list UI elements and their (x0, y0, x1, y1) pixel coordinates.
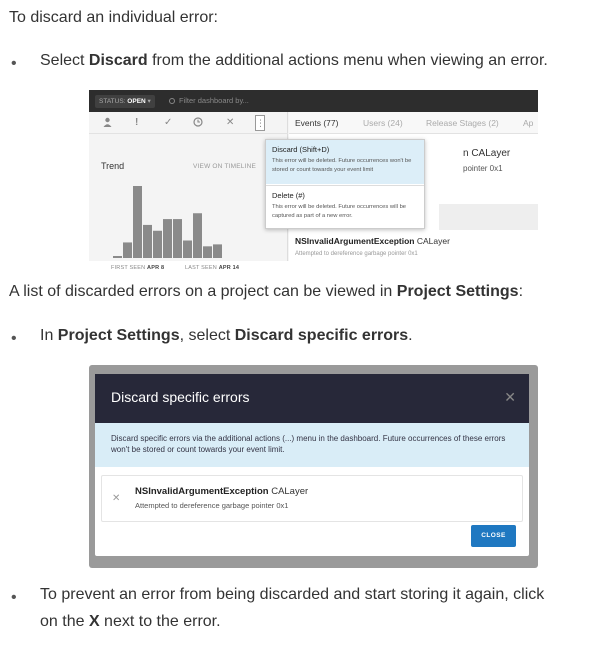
bullet-dot: • (11, 589, 17, 606)
first-seen: FIRST SEEN APR 8 (111, 265, 165, 271)
trend-bar (163, 219, 172, 258)
remove-discard-icon[interactable]: ✕ (112, 493, 121, 504)
info-text: Discard specific errors via the additional actions (...) menu in the dashboard. Future occurrences of these errors won't be stored or count towards your event limit. (111, 434, 506, 454)
divider-bar (439, 204, 538, 230)
bullet-dot: • (11, 55, 17, 72)
trend-chart (101, 174, 288, 258)
modal-title: Discard specific errors (111, 389, 250, 405)
clock-icon[interactable] (193, 117, 203, 131)
discarded-error-context: CALayer (268, 486, 309, 497)
error-toolbar (89, 112, 288, 134)
x-term: X (88, 613, 100, 630)
status-label: STATUS: (99, 98, 128, 105)
more-vertical-icon[interactable]: ⋮ (255, 115, 265, 131)
discard-term: Discard (88, 52, 148, 69)
trend-bar (123, 242, 132, 258)
trend-bar (203, 246, 212, 258)
discarded-error-row (101, 475, 523, 522)
trend-label: Trend (101, 161, 125, 171)
error-desc-partial: pointer 0x1 (463, 164, 503, 173)
error-name: NSInvalidArgumentException (295, 236, 415, 246)
discard-description: This error will be deleted. Future occurrences won't be stored or count towards your event limit (272, 158, 412, 173)
tab-users[interactable]: Users (24) (363, 118, 403, 128)
check-icon[interactable]: ✓ (164, 117, 173, 128)
bullet-select-discard-specific: In Project Settings, select Discard specific errors. (40, 327, 413, 344)
discard-specific-errors-modal (95, 374, 529, 556)
error-list-desc: Attempted to dereference garbage pointer 0x1 (295, 251, 418, 257)
error-list-item[interactable] (295, 236, 450, 246)
dashboard-screenshot (89, 90, 538, 271)
trend-bar (173, 219, 182, 258)
project-settings-text: A list of discarded errors on a project can be viewed in Project Settings: (9, 283, 524, 300)
info-banner (95, 423, 529, 467)
dashboard-topbar (89, 90, 538, 112)
bullet-prevent-discard-line2: on the X next to the error. (40, 613, 221, 630)
detail-tabs (289, 112, 538, 134)
search-icon (169, 98, 175, 104)
error-sidebar (89, 112, 288, 271)
trend-bar (153, 231, 162, 258)
bullet-dot: • (11, 330, 17, 347)
discarded-error-name: NSInvalidArgumentException (135, 486, 269, 497)
close-icon[interactable]: ✕ (226, 117, 235, 128)
discarded-error-desc: Attempted to dereference garbage pointer 0x1 (135, 501, 289, 510)
project-settings-term: Project Settings (57, 327, 180, 344)
trend-bar (143, 225, 152, 258)
close-button[interactable]: CLOSE (471, 525, 516, 547)
tab-events[interactable]: Events (77) (295, 118, 339, 128)
discard-modal-screenshot (89, 365, 538, 568)
discard-specific-errors-term: Discard specific errors (234, 327, 409, 344)
modal-header (95, 374, 529, 423)
tab-app[interactable]: Ap (523, 118, 534, 128)
bullet-select-discard: Select Discard from the additional actions menu when viewing an error. (40, 52, 548, 69)
project-settings-term: Project Settings (396, 283, 519, 300)
person-icon[interactable] (103, 117, 112, 131)
trend-bar (213, 244, 222, 258)
bullet-prevent-discard-line1: To prevent an error from being discarded and start storing it again, click (40, 586, 545, 603)
exclamation-icon[interactable]: ! (135, 117, 139, 128)
menu-item-discard[interactable] (266, 140, 424, 184)
close-icon[interactable]: ✕ (504, 389, 516, 405)
chevron-down-icon: ▾ (147, 98, 151, 105)
additional-actions-menu (265, 139, 425, 229)
trend-bar (183, 240, 192, 258)
error-context: CALayer (414, 236, 450, 246)
menu-item-delete[interactable] (266, 185, 424, 229)
status-value: OPEN (127, 98, 146, 105)
view-on-timeline-link[interactable]: VIEW ON TIMELINE (193, 163, 257, 170)
error-title-partial: n CALayer (463, 148, 511, 159)
delete-description: This error will be deleted. Future occurrences will be captured as part of a new error. (272, 204, 407, 219)
status-filter-button[interactable] (95, 95, 155, 108)
discarded-error-title (135, 486, 308, 497)
filter-input[interactable] (169, 95, 249, 107)
trend-bar (113, 256, 122, 258)
trend-bar (133, 186, 142, 258)
last-seen: LAST SEEN APR 14 (185, 265, 240, 271)
trend-bar (193, 213, 202, 258)
delete-title: Delete (#) (272, 191, 305, 200)
tab-release-stages[interactable]: Release Stages (2) (426, 118, 499, 128)
intro-text: To discard an individual error: (9, 9, 218, 26)
discard-title: Discard (Shift+D) (272, 145, 330, 154)
filter-placeholder: Filter dashboard by... (179, 96, 249, 105)
